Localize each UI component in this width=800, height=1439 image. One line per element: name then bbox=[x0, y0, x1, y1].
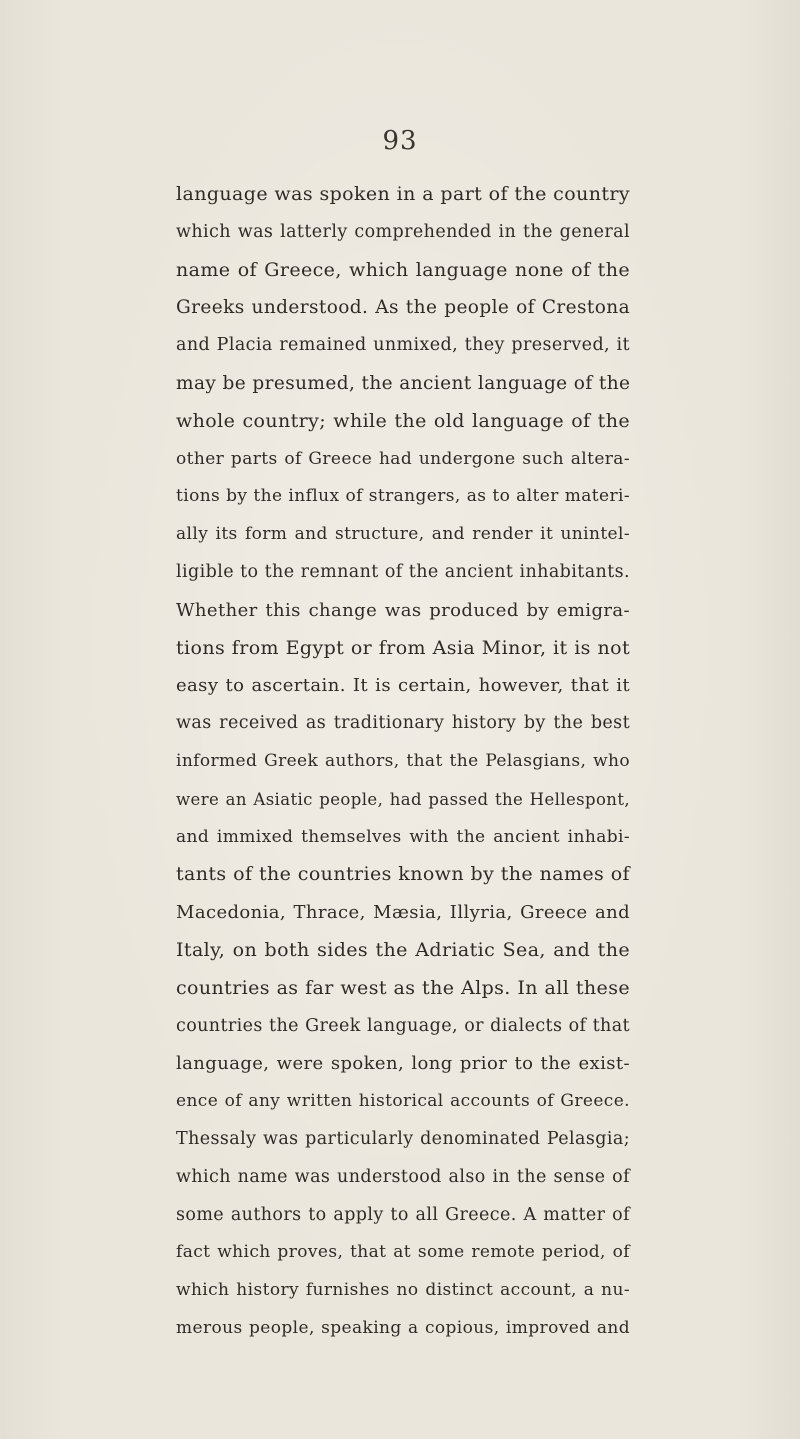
text-line: and Placia remained unmixed, they preserved, it bbox=[176, 335, 630, 356]
text-line: tions by the influx of strangers, as to alter materi- bbox=[176, 486, 630, 507]
text-line: which was latterly comprehended in the general bbox=[176, 221, 630, 242]
text-line: may be presumed, the ancient language of the bbox=[176, 372, 631, 394]
text-line: easy to ascertain. It is certain, however, that it bbox=[176, 675, 630, 697]
text-line: informed Greek authors, that the Pelasgians, who bbox=[176, 750, 630, 771]
text-line: tants of the countries known by the names of bbox=[176, 863, 630, 886]
text-line: Thessaly was particularly denominated Pelasgia; bbox=[176, 1128, 630, 1149]
text-line: name of Greece, which language none of the bbox=[176, 258, 630, 281]
body-text bbox=[176, 176, 630, 1348]
text-line: which name was understood also in the sense of bbox=[176, 1166, 630, 1187]
text-line: and immixed themselves with the ancient inhabi- bbox=[176, 826, 630, 847]
text-line: which history furnishes no distinct account, a nu- bbox=[176, 1280, 630, 1301]
text-line: merous people, speaking a copious, improved and bbox=[176, 1317, 630, 1338]
text-line: some authors to apply to all Greece. A matter of bbox=[176, 1204, 630, 1225]
text-line: countries the Greek language, or dialects of that bbox=[176, 1015, 630, 1036]
page-number: 93 bbox=[382, 126, 418, 156]
text-line: fact which proves, that at some remote period, of bbox=[176, 1242, 630, 1263]
text-line: Macedonia, Thrace, Mæsia, Illyria, Greece and bbox=[176, 902, 630, 924]
text-line: Italy, on both sides the Adriatic Sea, and the bbox=[176, 938, 630, 961]
text-line: tions from Egypt or from Asia Minor, it is not bbox=[176, 636, 630, 659]
text-line: ally its form and structure, and render it unintel- bbox=[176, 524, 630, 545]
text-line: was received as traditionary history by the best bbox=[176, 713, 630, 734]
text-line: other parts of Greece had undergone such altera- bbox=[176, 448, 630, 469]
text-line: Whether this change was produced by emigra- bbox=[176, 599, 630, 621]
text-line: whole country; while the old language of the bbox=[176, 409, 630, 432]
text-line: language was spoken in a part of the country bbox=[176, 183, 630, 205]
text-line: countries as far west as the Alps. In all these bbox=[176, 976, 630, 999]
text-line: Greeks understood. As the people of Crestona bbox=[176, 297, 630, 319]
text-line: ence of any written historical accounts of Greece. bbox=[176, 1091, 630, 1112]
text-line: ligible to the remnant of the ancient inhabitants. bbox=[176, 561, 630, 582]
text-line: were an Asiatic people, had passed the Hellespont, bbox=[176, 789, 630, 809]
text-line: language, were spoken, long prior to the exist- bbox=[176, 1053, 630, 1075]
